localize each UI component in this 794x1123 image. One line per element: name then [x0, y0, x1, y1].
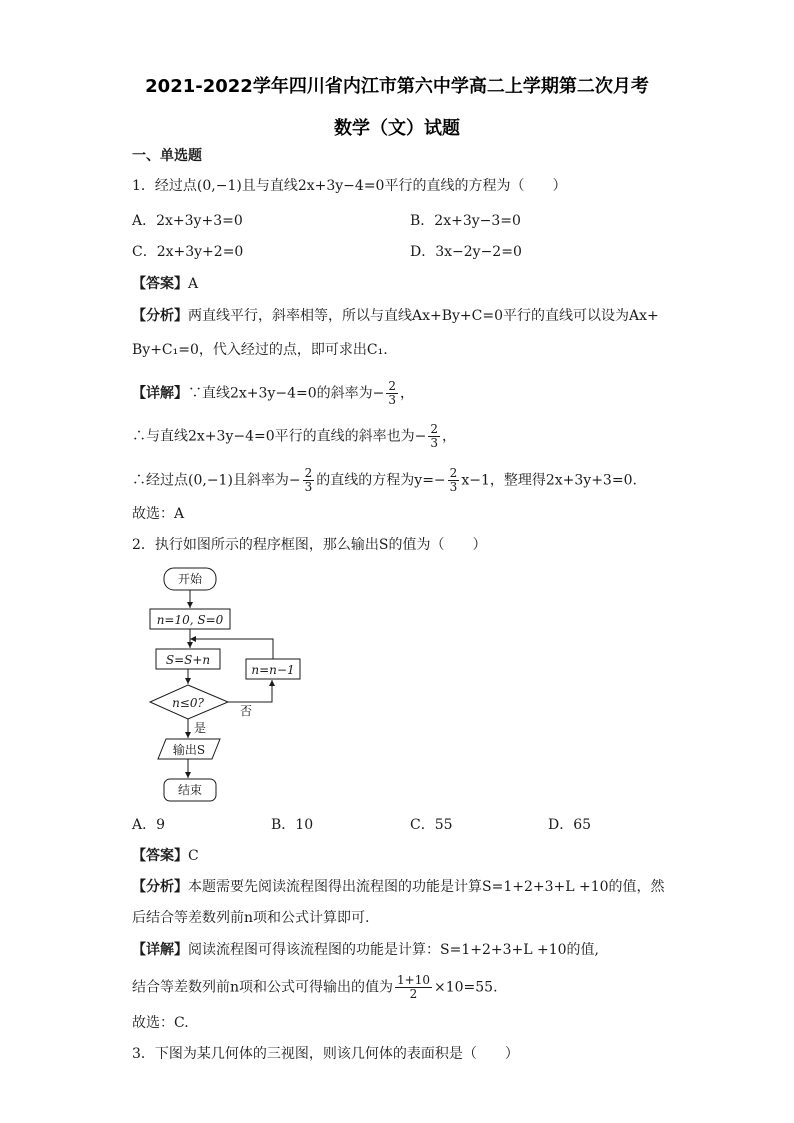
analysis-tag: 【分析】 [132, 879, 188, 895]
q1-analysis-line1 [132, 306, 659, 326]
q2-answer [132, 846, 199, 866]
q2-option-c: C．55 [410, 817, 453, 833]
flow-output-label: 输出S [172, 743, 206, 757]
detail-tag: 【详解】 [132, 385, 188, 402]
flow-no-label: 否 [240, 704, 253, 718]
q1-stem: 1．经过点(0,−1)且与直线2x+3y−4=0平行的直线的方程为（ ） [132, 178, 567, 194]
answer-tag: 【答案】 [132, 276, 188, 292]
q2-analysis-line2: 后结合等差数列前n项和公式计算即可. [132, 910, 370, 926]
q1-option-a: A．2x+3y+3=0 [132, 213, 243, 229]
section-heading: 一、单选题 [132, 148, 202, 164]
detail-text: ∴与直线2x+3y−4=0平行的直线的斜率也为− [132, 428, 427, 445]
q3-stem: 3．下图为某几何体的三视图，则该几何体的表面积是（ ） [132, 1046, 519, 1062]
fraction: $\frac{2}{3}$ [388, 379, 396, 407]
flowchart [140, 562, 320, 806]
analysis-tag: 【分析】 [132, 308, 188, 324]
fraction: $\frac{1+10}{2}$ [397, 973, 430, 1001]
flow-init-label: n=10, S=0 [156, 613, 224, 627]
detail-text: ∵直线2x+3y−4=0的斜率为− [188, 385, 385, 402]
q1-option-b: B．2x+3y−3=0 [410, 213, 521, 229]
q1-detail-line2: ∴与直线2x+3y−4=0平行的直线的斜率也为− $\frac{2}{3}$ ， [132, 422, 456, 450]
exam-title-line2: 数学（文）试题 [334, 118, 460, 139]
fraction: $\frac{2}{3}$ [430, 422, 438, 450]
detail-text: 阅读流程图可得该流程图的功能是计算：S=1+2+3+L +10的值, [188, 942, 599, 958]
q1-conclusion: 故选：A [132, 506, 185, 522]
exam-title-line1: 2021-2022学年四川省内江市第六中学高二上学期第二次月考 [145, 76, 649, 97]
q2-analysis-line1 [132, 877, 665, 897]
flow-update-label: S=S+n [165, 653, 211, 667]
q2-stem: 2．执行如图所示的程序框图，那么输出S的值为（ ） [132, 537, 487, 553]
fraction: $\frac{2}{3}$ [449, 466, 458, 494]
answer-value: C [188, 848, 199, 864]
answer-value: A [188, 276, 199, 292]
flow-start-label: 开始 [177, 572, 203, 586]
fraction: $\frac{2}{3}$ [304, 466, 313, 494]
q1-option-d: D．3x−2y−2=0 [410, 244, 522, 260]
q2-option-a: A．9 [132, 817, 166, 833]
q1-option-c: C．2x+3y+2=0 [132, 244, 244, 260]
q2-detail-line1 [132, 940, 599, 960]
q1-analysis-line2: By+C₁=0，代入经过的点，即可求出C₁. [132, 342, 388, 358]
answer-tag: 【答案】 [132, 848, 188, 864]
q1-detail-line1: 【详解】∵直线2x+3y−4=0的斜率为− $\frac{2}{3}$ ， [132, 379, 414, 407]
flow-end-label: 结束 [177, 783, 203, 797]
q1-detail-line3: ∴经过点(0,−1)且斜率为− $\frac{2}{3}$ 的直线的方程为y=− $\frac{2}{3}$ x−1，整理得2x+3y+3=0. [132, 466, 637, 494]
analysis-text: 两直线平行，斜率相等，所以与直线Ax+By+C=0平行的直线可以设为Ax+ [188, 308, 659, 324]
detail-tag: 【详解】 [132, 942, 188, 958]
q2-option-b: B．10 [271, 817, 314, 833]
flow-yes-label: 是 [194, 721, 207, 735]
flow-condition-label: n≤0? [172, 696, 204, 710]
q2-option-d: D．65 [548, 817, 592, 833]
q2-detail-line2: 结合等差数列前n项和公式可得输出的值为 $\frac{1+10}{2}$ ×10=55. [132, 973, 498, 1001]
q2-conclusion: 故选：C. [132, 1015, 189, 1031]
q1-answer [132, 274, 198, 294]
flow-decrement-label: n=n−1 [251, 663, 295, 677]
analysis-text: 本题需要先阅读流程图得出流程图的功能是计算S=1+2+3+L +10的值，然 [188, 879, 665, 895]
